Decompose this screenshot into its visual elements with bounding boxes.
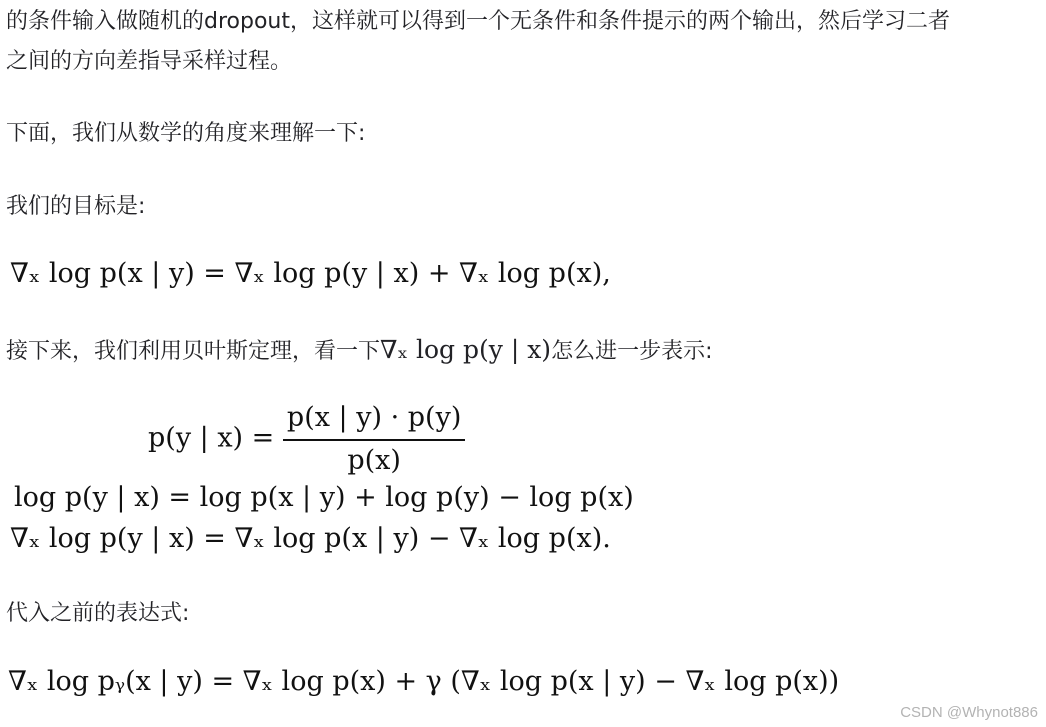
equation-goal: ∇ₓ log p(x | y) = ∇ₓ log p(y | x) + ∇ₓ log p(x), — [10, 258, 611, 289]
equation-bayes — [148, 402, 465, 476]
equation-bayes-numerator: p(x | y) · p(y) — [283, 402, 465, 441]
equation-bayes-denominator: p(x) — [347, 445, 401, 476]
paragraph-bayes-text-after: 怎么进一步表示: — [551, 339, 713, 364]
watermark: CSDN @Whynot886 — [900, 704, 1038, 721]
paragraph-intro-line-1: 的条件输入做随机的dropout，这样就可以得到一个无条件和条件提示的两个输出，然后学习二者 — [6, 9, 950, 34]
equation-final: ∇ₓ log pᵧ(x | y) = ∇ₓ log p(x) + γ (∇ₓ log p(x | y) − ∇ₓ log p(x)) — [8, 666, 840, 697]
paragraph-bayes — [6, 329, 712, 373]
paragraph-bayes-text-before: 接下来，我们利用贝叶斯定理，看一下 — [6, 339, 381, 364]
equation-bayes-lhs: p(y | x) = — [148, 422, 275, 454]
paragraph-goal: 我们的目标是: — [6, 194, 146, 219]
paragraph-bayes-inline-math: ∇ₓ log p(y | x) — [380, 335, 552, 364]
equation-gradient: ∇ₓ log p(y | x) = ∇ₓ log p(x | y) − ∇ₓ log p(x). — [10, 523, 611, 554]
paragraph-intro-line-2: 之间的方向差指导采样过程。 — [6, 49, 293, 74]
paragraph-math-intro: 下面，我们从数学的角度来理解一下: — [6, 121, 366, 146]
equation-log: log p(y | x) = log p(x | y) + log p(y) − log p(x) — [14, 482, 634, 513]
paragraph-substitute: 代入之前的表达式: — [6, 601, 190, 626]
equation-bayes-fraction — [283, 402, 465, 476]
